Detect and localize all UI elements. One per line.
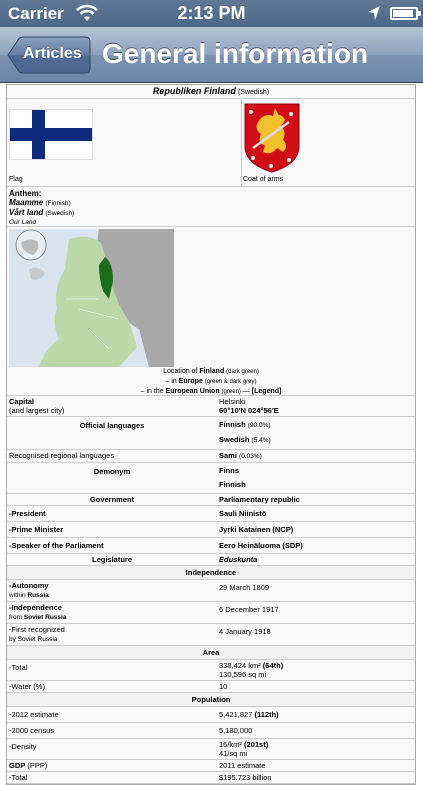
map-caption-2-bold[interactable]: Europe xyxy=(178,378,203,385)
battery-icon xyxy=(390,7,418,20)
lang-finnish[interactable]: Finnish xyxy=(219,420,246,429)
map-caption-3-small: (green) xyxy=(221,389,241,395)
back-button-label: Articles xyxy=(23,45,82,62)
prime-minister-label[interactable]: -Prime Minister xyxy=(9,525,64,534)
official-languages-label: Official languages xyxy=(79,421,145,430)
speaker-party[interactable]: (SDP) xyxy=(282,541,303,550)
table-row xyxy=(7,522,415,538)
map-caption-3-bold[interactable]: European Union xyxy=(165,388,220,395)
regional-languages-label: Recognised regional languages xyxy=(9,451,115,460)
estimate-rank[interactable]: (112th) xyxy=(254,710,279,719)
gdp-ppp[interactable]: (PPP) xyxy=(27,761,48,770)
president-label[interactable]: -President xyxy=(9,509,46,518)
table-row xyxy=(7,554,415,566)
table-row xyxy=(7,450,415,463)
flag-image[interactable] xyxy=(9,109,93,160)
table-row xyxy=(7,646,415,660)
anthem-finnish-lang: (Finnish) xyxy=(45,200,71,207)
legislature-value[interactable]: Eduskunta xyxy=(219,555,258,564)
coa-caption: Coat of arms xyxy=(243,176,284,183)
gdp-total-value: $195.723 billion xyxy=(219,773,272,782)
lang-finnish-pct: (90.0%) xyxy=(247,422,271,429)
table-row xyxy=(7,566,415,580)
density-rank[interactable]: (201st) xyxy=(244,740,269,749)
divider xyxy=(241,99,242,187)
table-row xyxy=(7,506,415,522)
demonym-1[interactable]: Finns xyxy=(219,466,239,475)
density-value: 16/km² xyxy=(219,740,242,749)
map-caption-1-small: (dark green) xyxy=(226,369,259,375)
anthem-swedish[interactable]: Vårt land xyxy=(9,208,44,217)
president-value[interactable]: Sauli Niinistö xyxy=(219,509,267,518)
back-button[interactable] xyxy=(7,36,91,74)
regional-value[interactable]: Sami xyxy=(219,451,237,460)
autonomy-label: -Autonomy xyxy=(9,581,49,590)
autonomy-value: 29 March 1809 xyxy=(219,583,270,592)
location-arrow-icon xyxy=(367,5,381,21)
table-row xyxy=(7,681,415,693)
gdp-label[interactable]: GDP xyxy=(9,761,26,770)
infobox xyxy=(6,84,416,785)
flag-cross-horizontal xyxy=(10,128,92,141)
water-label: -Water (%) xyxy=(9,682,45,691)
lang-swedish-pct: (5.4%) xyxy=(251,437,271,444)
estimate-label: -2012 estimate xyxy=(9,710,59,719)
status-bar xyxy=(0,0,423,27)
autonomy-sub-link[interactable]: Russia xyxy=(27,592,49,599)
clock: 2:13 PM xyxy=(177,3,246,23)
table-row xyxy=(7,463,415,494)
regional-pct: (0.03%) xyxy=(239,453,262,460)
area-total-rank[interactable]: (64th) xyxy=(262,661,284,670)
anthem-swedish-lang: (Swedish) xyxy=(45,210,75,217)
population-header: Population xyxy=(191,695,231,704)
independence-sub: from xyxy=(9,614,24,621)
area-total-value: 338,424 km² xyxy=(219,661,261,670)
location-map[interactable] xyxy=(9,229,174,367)
prime-minister-value[interactable]: Jyrki Katainen xyxy=(219,525,271,534)
table-row xyxy=(7,693,415,707)
capital-label: Capital xyxy=(9,397,35,406)
native-name-lang: (Swedish) xyxy=(237,89,270,96)
recognized-value: 4 January 1918 xyxy=(219,627,271,636)
independence-header: Independence xyxy=(185,568,237,577)
census-label: -2000 census xyxy=(9,726,55,735)
table-row xyxy=(7,723,415,739)
carrier-label: Carrier xyxy=(8,4,64,23)
speaker-label[interactable]: -Speaker of the Parliament xyxy=(9,541,104,550)
gdp-total-label: -Total xyxy=(9,773,28,782)
speaker-value[interactable]: Eero Heinäluoma xyxy=(219,541,281,550)
map-caption xyxy=(7,367,415,397)
battery-level xyxy=(393,10,413,17)
map-caption-2-small: (green & dark grey) xyxy=(204,379,257,385)
table-row xyxy=(7,772,415,784)
table-row xyxy=(7,624,415,646)
area-total-label: -Total xyxy=(9,663,28,672)
independence-value[interactable]: 6 December 1917 xyxy=(219,605,279,614)
capital-coords[interactable]: 60°10′N 024°56′E xyxy=(219,406,279,415)
anthem-label: Anthem: xyxy=(9,189,42,198)
table-row xyxy=(7,707,415,723)
coat-of-arms-image[interactable] xyxy=(243,102,301,174)
navigation-bar xyxy=(0,27,423,83)
government-value[interactable]: Parliamentary republic xyxy=(219,495,300,504)
gdp-value: 2011 estimate xyxy=(219,761,266,770)
capital-sub: (and largest city) xyxy=(9,406,65,415)
table-row xyxy=(7,538,415,554)
density-label: -Density xyxy=(9,742,37,751)
recognized-label: -First recognized xyxy=(9,625,65,634)
recognized-sub: by Soviet Russia xyxy=(9,636,58,643)
anthem-english: Our Land xyxy=(9,219,37,226)
table-row xyxy=(7,417,415,450)
prime-minister-party[interactable]: (NCP) xyxy=(272,525,294,534)
flag-coa-row xyxy=(7,99,415,187)
location-map-row xyxy=(7,227,415,396)
map-caption-1: Location of xyxy=(163,368,200,375)
area-header: Area xyxy=(202,648,220,657)
map-caption-dash: — xyxy=(240,388,252,395)
water-value: 10 xyxy=(219,682,228,691)
independence-sub-link[interactable]: Soviet Russia xyxy=(23,614,67,621)
legislature-label[interactable]: Legislature xyxy=(91,555,132,564)
infobox-table xyxy=(7,396,415,784)
table-row xyxy=(7,760,415,772)
table-row xyxy=(7,739,415,760)
map-caption-3: – in the xyxy=(140,388,166,395)
article-content[interactable] xyxy=(0,84,423,782)
table-row xyxy=(7,396,415,417)
capital-value[interactable]: Helsinki xyxy=(219,397,246,406)
map-caption-1-bold[interactable]: Finland xyxy=(199,368,225,375)
table-row xyxy=(7,494,415,506)
independence-label: -Independence xyxy=(9,603,62,612)
table-row xyxy=(7,602,415,624)
estimate-value: 5,421,827 xyxy=(219,710,253,719)
census-value: 5,180,000 xyxy=(219,726,253,735)
table-row xyxy=(7,660,415,681)
flag-caption: Flag xyxy=(9,176,23,183)
lang-swedish[interactable]: Swedish xyxy=(219,435,250,444)
density-sqmi: 41/sq mi xyxy=(219,749,248,758)
demonym-2[interactable]: Finnish xyxy=(219,480,246,489)
anthem-finnish[interactable]: Maamme xyxy=(9,198,44,207)
native-name: Republiken Finland xyxy=(152,86,236,96)
native-name-row xyxy=(7,85,415,99)
page-title: General information xyxy=(102,38,369,69)
government-label[interactable]: Government xyxy=(89,495,135,504)
area-total-sqmi: 130,596 sq mi xyxy=(219,670,267,679)
table-row xyxy=(7,580,415,602)
demonym-label: Demonym xyxy=(93,467,131,476)
autonomy-sub: within xyxy=(9,592,28,599)
map-caption-2: – in xyxy=(165,378,179,385)
map-legend-link[interactable]: [Legend] xyxy=(251,388,282,395)
anthem-row xyxy=(7,187,415,227)
